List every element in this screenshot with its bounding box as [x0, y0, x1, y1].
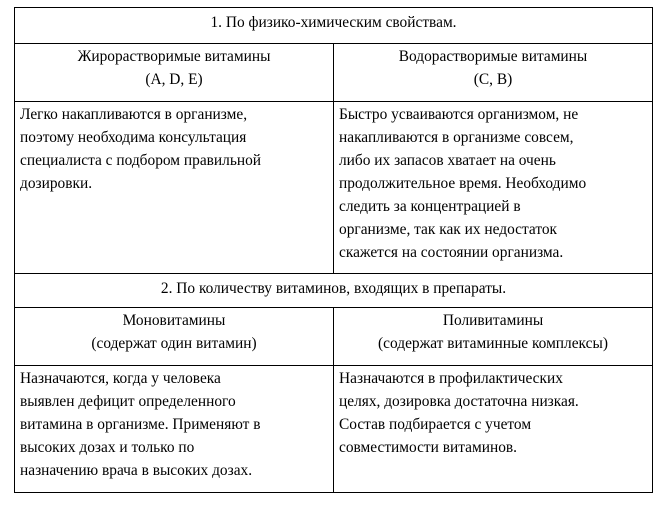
water-soluble-subheading: (C, B)	[473, 71, 513, 88]
description-line: выявлен дефицит определенного	[20, 393, 236, 410]
multivitamins-heading-cell	[334, 308, 653, 366]
description-line: целях, дозировка достаточна низкая.	[339, 393, 579, 410]
monovitamins-subheading: (содержат один витамин)	[91, 335, 257, 352]
section-1-description-row	[15, 102, 653, 274]
description-line: Назначаются в профилактических	[339, 370, 563, 387]
description-line: витамина в организме. Применяют в	[20, 416, 261, 433]
description-line: следить за концентрацией в	[339, 198, 521, 215]
fat-soluble-heading: Жирорастворимые витамины	[77, 48, 271, 65]
section-2-title-row	[15, 274, 653, 308]
multivitamins-subheading: (содержат витаминные комплексы)	[378, 335, 608, 352]
description-line: назначению врача в высоких дозах.	[20, 462, 253, 479]
description-line: продолжительное время. Необходимо	[339, 175, 587, 192]
water-soluble-description	[334, 102, 653, 274]
description-line: накапливаются в организме совсем,	[339, 129, 574, 146]
section-2-description-row	[15, 366, 653, 493]
description-line: организме, так как их недостаток	[339, 221, 558, 238]
monovitamins-description	[15, 366, 334, 493]
description-line: Легко накапливаются в организме,	[20, 106, 248, 123]
description-line: Назначаются, когда у человека	[20, 370, 221, 387]
description-line: Состав подбирается с учетом	[339, 416, 532, 433]
section-1-title: 1. По физико-химическим свойствам.	[15, 8, 653, 44]
multivitamins-heading: Поливитамины	[442, 312, 544, 329]
multivitamins-description	[334, 366, 653, 493]
vitamin-classification-table	[14, 7, 653, 493]
description-line: скажется на состоянии организма.	[339, 244, 564, 261]
description-line: совместимости витаминов.	[339, 439, 518, 456]
description-line: Быстро усваиваются организмом, не	[339, 106, 579, 123]
section-2-title: 2. По количеству витаминов, входящих в препараты.	[15, 274, 653, 308]
section-2-heading-row	[15, 308, 653, 366]
section-1-title-row	[15, 8, 653, 44]
water-soluble-heading-cell	[334, 44, 653, 102]
description-line: либо их запасов хватает на очень	[339, 152, 556, 169]
fat-soluble-heading-cell	[15, 44, 334, 102]
description-line: поэтому необходима консультация	[20, 129, 247, 146]
monovitamins-heading: Моновитамины	[122, 312, 226, 329]
water-soluble-heading: Водорастворимые витамины	[398, 48, 588, 65]
section-1-heading-row	[15, 44, 653, 102]
fat-soluble-description	[15, 102, 334, 274]
fat-soluble-subheading: (A, D, E)	[145, 71, 203, 88]
monovitamins-heading-cell	[15, 308, 334, 366]
description-line: высоких дозах и только по	[20, 439, 195, 456]
description-line: дозировки.	[20, 175, 93, 192]
description-line: специалиста с подбором правильной	[20, 152, 262, 169]
